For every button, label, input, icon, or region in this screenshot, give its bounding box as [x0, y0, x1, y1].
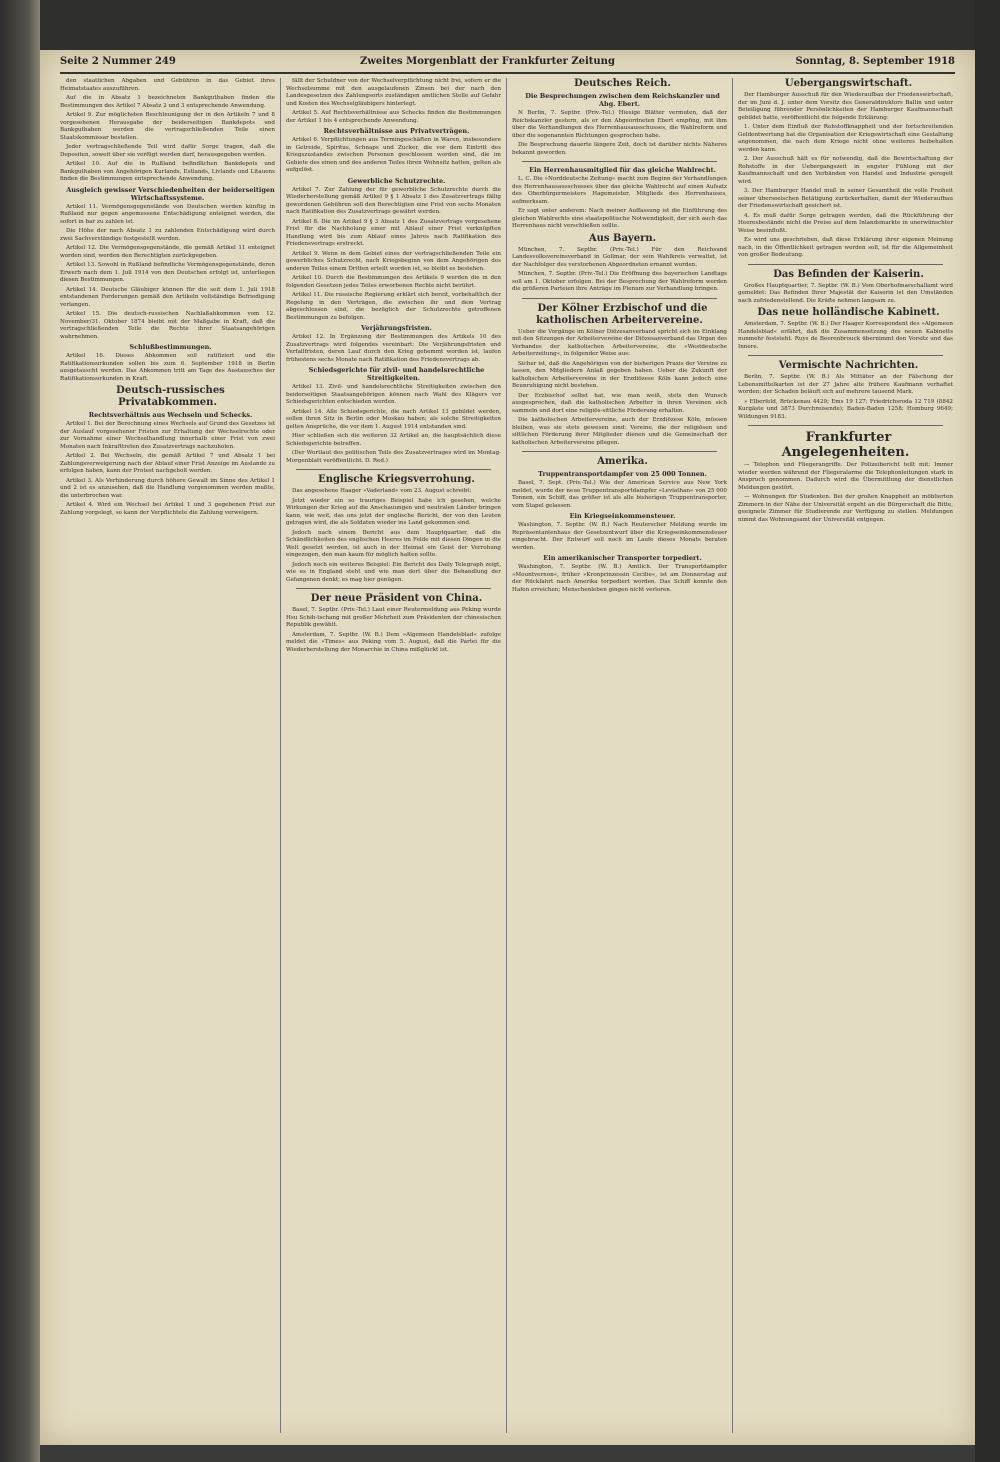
article-paragraph: Artikel 11. Die russische Regierung erklärt sich bereit, vorbehaltlich der Regelung in den Verträgen, die zwischen ihr und dem Vertrag abgeschlossen sind, die bezüglich der Schutzrechte getroffenen Bestimmungen zu befolgen. — [286, 292, 501, 321]
article-paragraph: Jedoch noch ein weiteres Beispiel: Ein Bericht des Daily Telegraph zeigt, wie es in England steht und wie man dort über die Behandlung der Gefangenen denkt; es mag hier genügen. — [286, 561, 501, 583]
article-paragraph: München, 7. Septbr. (Priv.-Tel.) Für den Reichsund Landesvolksvereinsverband in Gollmar, der sein Wahlkreis verwaltet, ist der Nachfolger des verstorbenen Abgeordneten ernannt worden. — [512, 246, 727, 268]
article-paragraph: Der Hamburger Ausschuß für den Wiederaufbau der Friedenswirtschaft, der im Juni d. J. unter dem Vorsitz des Generaldirektors Ballin und unter Beteiligung führender Persönlichkeiten der Hamburger Kaufmannschaft gebildet hatte, veröffentlicht die folgende Erklärung: — [738, 92, 953, 121]
article-paragraph: Artikel 2. Bei Wechseln, die gemäß Artikel 7 und Absatz 1 bei Zahlungsverweigerung nach der Ablauf einer Frist Anzeige im Auslande zu erfolgen haben, kann der Protest nachgeholt werden. — [60, 453, 275, 474]
article-paragraph: Artikel 14. Alle Schiedsgerichte, die nach Artikel 13 gebildet werden, sollen ihren Sitz in Berlin oder Moskau haben; als solche Streitigkeiten gelten Ansprüche, die vor dem 1. August 1914 entstanden sind. — [286, 408, 501, 430]
article-paragraph: Washington, 7. Septbr. (W. B.) Nach Reuterscher Meldung wurde im Repräsentantenhaus der Gesetzentwurf über die Kriegseinkommensteuer eingebracht. Der Entwurf soll noch im Laufe dieses Monats beraten werden. — [512, 522, 727, 551]
subheading: Schlußbestimmungen. — [129, 343, 212, 351]
article-paragraph: fällt der Schuldner von der Wechselverpflichtung nicht frei, sofern er die Wechselsumme mit den ausgelaufenen Zinsen bei der nach den Landesgesetzen des Zahlungsorts zuständigen amtlichen Stelle auf Gefahr und Kosten des Wechselgläubigers hinterlegt. — [286, 78, 501, 107]
scan-edge — [975, 0, 1000, 1462]
column-rule — [732, 78, 733, 1433]
article-paragraph: München, 7. Septbr. (Priv.-Tel.) Die Eröffnung des bayerischen Landtags soll am 1. Oktober erfolgen. Bei der Besprechung der Wahlreform werden die größeren Parteien ihre Anträge im Plenum zur Verhandlung bringen. — [512, 271, 727, 292]
article-paragraph: Sicher ist, daß die Angehörigen von der bisherigen Praxis der Vereine zu lassen, den Mitgliedern Anlaß gegeben haben. Ueber die Zukunft der katholischen Arbeitervereine in der Erzdiözese Köln kann jedoch eine Beunruhigung nicht bestehen. — [512, 360, 727, 389]
article-paragraph: Artikel 14. Deutsche Gläubiger können für die seit dem 1. Juli 1918 entstandenen Forderungen gemäß den Artikeln vollständige Befriedigung verlangen. — [60, 286, 275, 308]
subheading: Ein amerikanischer Transporter torpediert. — [543, 554, 702, 562]
section-heading: Uebergangswirtschaft. — [784, 78, 913, 89]
section-heading: Deutsches Reich. — [574, 78, 671, 89]
article-paragraph: Amsterdam, 7. Septbr. (W. B.) Dem »Algemeen Handelsblad« zufolge meldet die »Times« aus Peking vom 5. August, daß die Partei für die Wiederherstellung der Monarchie in China mißglückt ist. — [286, 631, 501, 653]
article-separator — [522, 161, 717, 162]
article-paragraph: Artikel 6. Verpflichtungen aus Termingeschäften in Waren, insbesondere in Getreide, Spiritus, Schnaps und Zucker, die vor dem Eintritt des Kriegszustandes zwischen Personen geschlossen worden sind, die im Gebiete des einen und des anderen Teiles ihren Wohnsitz hatten, gelten als aufgelöst. — [286, 137, 501, 173]
column-2 — [286, 78, 501, 1438]
article-paragraph: Die katholischen Arbeitervereine, auch der Erzdiözese Köln, müssen bleiben, was sie stets gewesen sind: Vereine, die der religiösen und sittlichen Förderung ihrer Mitglieder dienen und die Gemeinschaft der katholischen Arbeitervereine pflegen. — [512, 417, 727, 446]
article-paragraph: N Berlin, 7. Septbr. (Priv.-Tel.) Hiesige Blätter vermuten, daß der Reichskanzler gestern, als er den Abgeordneten Ebert empfing, mit ihm über die Verhandlungen des Herrenhausausschusses, die Wahlreform und über die sogenannten Richtungen gesprochen habe. — [512, 110, 727, 139]
article-paragraph: Basel, 7. Sept. (Priv.-Tel.) Wie der American Service aus New York meldet, wurde der neue Truppentransportdampfer »Leviathan« von 25 000 Tonnen, ein Schiff, das größer ist als alle bisherigen Truppentransporter, vom Stapel gelassen. — [512, 480, 727, 509]
article-paragraph: Artikel 13. Zivil- und handelsrechtliche Streitigkeiten zwischen den beiderseitigen Staatsangehörigen können nach Wahl des Klägers vor Schiedsgerichten entschieden werden. — [286, 384, 501, 405]
article-paragraph: Artikel 9. Zur möglichsten Beschleunigung der in den Artikeln 7 und 8 vorgesehenen Herausgabe der beiderseitigen Bankdepots und Bankguthaben werden die vertragschließenden Teile einen Staatskommissar bestellen. — [60, 112, 275, 141]
article-paragraph: Artikel 5. Auf Rechtsverhältnisse aus Schecks finden die Bestimmungen der Artikel 1 bis 4 entsprechende Anwendung. — [286, 110, 501, 124]
article-paragraph: Die Höhe der nach Absatz 1 zu zahlenden Entschädigung wird durch zwei Sachverständige festgestellt werden. — [60, 228, 275, 242]
article-paragraph: 2. Der Ausschuß hält es für notwendig, daß die Bewirtschaftung der Rohstoffe in der Uebergangszeit in engster Fühlung mit der Kaufmannschaft und den Verbänden von Handel und Industrie geregelt wird. — [738, 156, 953, 185]
subheading: Schiedsgerichte für zivil- und handelsrechtliche Streitigkeiten. — [308, 366, 485, 382]
page-header — [60, 56, 955, 72]
article-paragraph: den staatlichen Abgaben und Gebühren in das Gebiet ihres Heimatstaates auszuführen. — [60, 78, 275, 92]
article-paragraph: Der Erzbischof selbst hat, wie man weiß, stets den Wunsch ausgesprochen, daß die katholischen Arbeiter in ihren Vereinen sich sammeln und dort eine religiös-sittliche Förderung erhalten. — [512, 392, 727, 414]
section-heading: Der Kölner Erzbischof und die katholischen Arbeitervereine. — [536, 302, 708, 326]
article-paragraph: Er sagt unter anderem: Nach meiner Auffassung ist die Einführung des gleichen Wahlrechts eine staatspolitische Notwendigkeit, der sich auch das Herrenhaus nicht verschließen sollte. — [512, 208, 727, 229]
article-paragraph: Artikel 7. Zur Zahlung der für gewerbliche Schutzrechte durch die Wiederherstellung gemäß Artikel 9 § 1 Absatz 1 des Zusatzvertrags fällig gewordenen Gebühren soll den Berechtigten eine Frist von sechs Monaten nach Ratifikation des Zusatzvertrags gewährt werden. — [286, 186, 501, 215]
article-paragraph: Artikel 16. Dieses Abkommen soll ratifiziert und die Ratifikationsurkunden sollen bis zum 6. September 1918 in Berlin ausgetauscht werden. Das Abkommen tritt am Tage des Austausches der Ratifikationsurkunden in Kraft. — [60, 353, 275, 382]
article-paragraph: 4. Es muß dafür Sorge getragen werden, daß die Rückführung der Heeresbestände nicht die Preise auf dem Inlandsmarkte in unerwünschter Weise beeinflußt. — [738, 212, 953, 234]
subheading: Verjährungsfristen. — [361, 324, 432, 332]
header-page-number: Seite 2 Nummer 249 — [60, 56, 176, 67]
article-paragraph: Artikel 3. Als Verhinderung durch höhere Gewalt im Sinne des Artikel 1 und 2 ist es anzusehen, daß die Handlung vorgenommen werden mußte, die unterbrochen war. — [60, 477, 275, 499]
article-paragraph: Jeder vertragschließende Teil wird dafür Sorge tragen, daß die Depositen, soweit über sie verfügt werden darf, herausgegeben werden. — [60, 144, 275, 158]
header-date: Sonntag, 8. September 1918 — [795, 56, 955, 67]
article-paragraph: Jetzt wieder ein so trauriges Beispiel habe ich gesehen, welche Wirkungen der Krieg auf die Anschauungen und neutralen Länder bringen kann, wie weit, das uns jetzt der englische Bericht, der von den Leuten getragen wird, die als Soldaten wieder ins Land gekommen sind. — [286, 497, 501, 526]
editorial-note: (Der Wortlaut des politischen Teils des Zusatzvertrages wird im Montag-Morgenblatt veröffentlicht. D. Red.) — [286, 450, 501, 464]
article-paragraph: L. C. Die »Norddeutsche Zeitung« macht zum Beginn der Verhandlungen des Herrenhausausschusses über das gleiche Wahlrecht auf einen Aufsatz des Oberbürgermeisters Hagemeister, Mitglieds des Herrenhauses, aufmerksam. — [512, 176, 727, 205]
section-heading: Aus Bayern. — [588, 232, 657, 244]
article-paragraph: 3. Der Hamburger Handel muß in seiner Gesamtheit die volle Freiheit seiner überseeischen Betätigung zurückerhalten, damit der Wiederaufbau der Friedenswirtschaft gesichert ist. — [738, 188, 953, 209]
article-paragraph: — Telephon und Fliegerangriffe. Der Polizeibericht teilt mit: Immer wieder werden während der Fliegeralarme die Telephonleitungen stark in Anspruch genommen. Dadurch wird die Übermittlung der dienstlichen Meldungen gestört. — [738, 462, 953, 491]
article-paragraph: Hier schließen sich die weiteren 32 Artikel an, die hauptsächlich diese Schiedsgerichte betreffen. — [286, 433, 501, 447]
section-heading: Frankfurter Angelegenheiten. — [781, 430, 910, 460]
article-paragraph: Artikel 12. In Ergänzung der Bestimmungen des Artikels 10 des Zusatzvertrags wird folgendes vereinbart: Die Verjährungsfristen und Verfallfristen, deren Lauf durch den Krieg gehemmt worden ist, laufen frühestens sechs Monate nach Ratifikation des Friedensvertrags ab. — [286, 334, 501, 363]
subheading: Truppentransportdampfer von 25 000 Tonnen. — [538, 470, 707, 478]
article-paragraph: Amsterdam, 7. Septbr. (W. B.) Der Haager Korrespondent des »Algemeen Handelsblad« erfährt, daß die Zusammensetzung des neuen Kabinetts nunmehr feststeht. Ruys de Beerenbrouck übernimmt den Vorsitz und das Innere. — [738, 321, 953, 350]
article-paragraph: Washington, 7. Septbr. (W. B.) Amtlich. Der Transportdampfer »Mountvernon«, früher »Kronprinzessin Cecilie«, ist am Donnerstag auf der Rückfahrt nach Amerika torpediert worden. Das Schiff konnte den Hafen erreichen; Menschenleben gingen nicht verloren. — [512, 564, 727, 593]
column-4 — [738, 78, 953, 1438]
subheading: Rechtsverhältnis aus Wechseln und Schecks. — [88, 411, 253, 419]
column-rule — [280, 78, 281, 1433]
article-paragraph: Es wird uns geschrieben, daß diese Erklärung ihrer eigenen Meinung nach, in die Öffentlichkeit getragen werden soll, ist für die Allgemeinheit von großer Bedeutung. — [738, 237, 953, 258]
book-binding — [0, 0, 40, 1462]
header-masthead: Zweites Morgenblatt der Frankfurter Zeitung — [360, 56, 615, 67]
article-paragraph: Artikel 10. Auf die in Rußland befindlichen Bankdepots und Bankguthaben von Angehörigen Kurlands, Estlands, Livlands und Litauens finden die Bestimmungen entsprechende Anwendung. — [60, 161, 275, 182]
header-rule — [60, 72, 955, 74]
article-separator — [296, 469, 491, 470]
article-separator — [522, 298, 717, 299]
section-heading: Englische Kriegsverrohung. — [318, 474, 475, 485]
section-heading: Der neue Präsident von China. — [310, 593, 483, 604]
newspaper-page — [40, 50, 975, 1445]
section-heading: Das neue holländische Kabinett. — [757, 307, 940, 318]
article-separator — [748, 264, 943, 265]
article-paragraph: Die Besprechung dauerte längere Zeit, doch ist darüber nichts Näheres bekannt geworden. — [512, 142, 727, 156]
article-separator — [748, 425, 943, 426]
article-separator — [748, 355, 943, 356]
article-paragraph: Ueber die Vorgänge im Kölner Diözesanverband spricht sich im Einklang mit den Sitzungen der Arbeitervereine der Diözesanverband das Organ des Verbandes der katholischen Arbeitervereine, die »Westdeutsche Arbeiterzeitung«, in folgender Weise aus: — [512, 328, 727, 357]
article-paragraph: Artikel 8. Die im Artikel 9 § 3 Absatz 1 des Zusatzvertrags vorgesehene Frist für die Nachholung einer mit Ablauf einer Frist verknüpften Handlung wird bis zum Ablauf eines Jahres nach Ratifikation des Friedensvertrags erstreckt. — [286, 218, 501, 247]
column-3 — [512, 78, 727, 1438]
article-paragraph: Basel, 7. Septbr. (Priv.-Tel.) Laut einer Reutermeldung aus Peking wurde Hsu Schih-tschang mit großer Mehrheit zum Präsidenten der chinesischen Republik gewählt. — [286, 607, 501, 628]
article-paragraph: Artikel 11. Vermögensgegenstände von Deutschen werden künftig in Rußland nur gegen angemessene Entschädigung enteignet werden, die sofort in bar zu zahlen ist. — [60, 203, 275, 225]
article-paragraph: 1. Unter dem Einfluß der Rohstoffknappheit und der fortschreitenden Geldentwertung hat die Organisation der Kriegswirtschaft eine Gestaltung angenommen, die nach dem Kriege nicht ohne weiteres beibehalten werden kann. — [738, 124, 953, 153]
scan-background — [40, 0, 1000, 50]
article-paragraph: Auf die in Absatz 1 bezeichneten Bankguthaben finden die Bestimmungen des Artikel 7 Absatz 2 und 3 entsprechende Anwendung. — [60, 95, 275, 109]
section-heading: Deutsch-russisches Privatabkommen. — [116, 385, 225, 408]
article-paragraph: Das angesehene Haager »Vaderland« vom 23. August schreibt: — [292, 488, 472, 494]
article-paragraph: Artikel 4. Wird ein Wechsel bei Artikel 1 und 3 gegebenen Frist zur Zahlung vorgelegt, so kann der Verpflichtete die Zahlung verweigern. — [60, 502, 275, 516]
article-separator — [296, 588, 491, 589]
section-heading: Vermischte Nachrichten. — [778, 360, 919, 371]
article-paragraph: Artikel 15. Die deutsch-russischen Nachlaßabkommen vom 12. November/31. Oktober 1874 bleibt mit der Maßgabe in Kraft, daß die vertragschließenden Teile die Rechte ihrer Staatsangehörigen wahrnehmen. — [60, 311, 275, 340]
article-paragraph: Artikel 12. Die Vermögensgegenstände, die gemäß Artikel 11 enteignet worden sind, werden den Berechtigten zurückgegeben. — [60, 245, 275, 259]
article-paragraph: Artikel 13. Sowohl in Rußland befindliche Vermögensgegenstände, deren Erwerb nach dem 1. Juli 1914 von den Deutschen erfolgt ist, unterliegen diesen Bestimmungen. — [60, 262, 275, 283]
article-paragraph: Artikel 10. Durch die Bestimmungen des Artikels 9 werden die in den folgenden Gesetzen jedes Teiles erworbenen Rechte nicht berührt. — [286, 275, 501, 289]
article-paragraph: Artikel 1. Bei der Berechnung eines Wechsels auf Grund des Gesetzes ist der Auslauf vorgesehener Fristen zur Erhaltung der Wechselrechte oder zur Vornahme einer Wechselhandlung innerhalb einer Frist von zwei Monaten nach Inkrafttreten des Zusatzvertrags nachzuholen. — [60, 421, 275, 450]
article-separator — [522, 451, 717, 452]
subheading: Ein Kriegseinkommensteuer. — [569, 512, 676, 520]
section-heading: Das Befinden der Kaiserin. — [773, 268, 924, 280]
subheading: Die Besprechungen zwischen dem Reichskanzler und Abg. Ebert. — [525, 92, 720, 108]
article-paragraph: Jedoch nach einem Bericht aus dem Hauptquartier, daß die Schändlichkeiten des englischen Heeres im Felde mit diesen Dingen in die Welt gesetzt werden, ist auch in der Heimat ein Geist der Verrohung eingezogen, den man kaum für möglich halten sollte. — [286, 529, 501, 558]
article-paragraph: » Elberfeld, Brückenau 4429; Ems 19 127; Friedrichsroda 12 719 (8842 Kurgäste und 3873 Durchreisende); Baden-Baden 1258; Homburg 9649; Wildungen 9183. — [738, 398, 953, 420]
article-paragraph: — Wohnungen für Studenten. Bei der großen Knappheit an möblierten Zimmern in der Nähe der Universität ergeht an die Bürgerschaft die Bitte, geeignete Zimmer für Studierende zur Verfügung zu stellen. Meldungen nimmt das Wohnungsamt der Universität entgegen. — [738, 494, 953, 523]
subheading: Gewerbliche Schutzrechte. — [347, 176, 446, 185]
article-paragraph: Berlin, 7. Septbr. (W. B.) Als Mittäter an der Fälschung der Lebensmittelkarten ist der 27 Jahre alte frühere Kaufmann verhaftet worden; der Schaden beläuft sich auf mehrere tausend Mark. — [738, 374, 953, 395]
subheading: Ausgleich gewisser Verschiedenheiten der beiderseitigen Wirtschaftssysteme. — [66, 185, 275, 202]
subheading: Ein Herrenhausmitglied für das gleiche Wahlrecht. — [529, 166, 716, 174]
article-paragraph: Großes Hauptquartier, 7. Septbr. (W. B.) Vom Oberhofmarschallamt wird gemeldet: Das Befinden Ihrer Majestät der Kaiserin ist den Umständen nach zufriedenstellend. Die Kräfte nehmen langsam zu. — [738, 282, 953, 304]
column-1 — [60, 78, 275, 1438]
article-paragraph: Artikel 9. Wenn in dem Gebiet eines der vertragschließenden Teile ein gewerbliches Schutzrecht, nach Kriegsbeginn von dem Angehörigen des anderen Teiles einem Dritten erteilt worden ist, so bleibt es bestehen. — [286, 250, 501, 272]
column-rule — [506, 78, 507, 1433]
subheading: Rechtsverhältnisse aus Privatverträgen. — [323, 127, 470, 135]
section-heading: Amerika. — [597, 456, 648, 467]
